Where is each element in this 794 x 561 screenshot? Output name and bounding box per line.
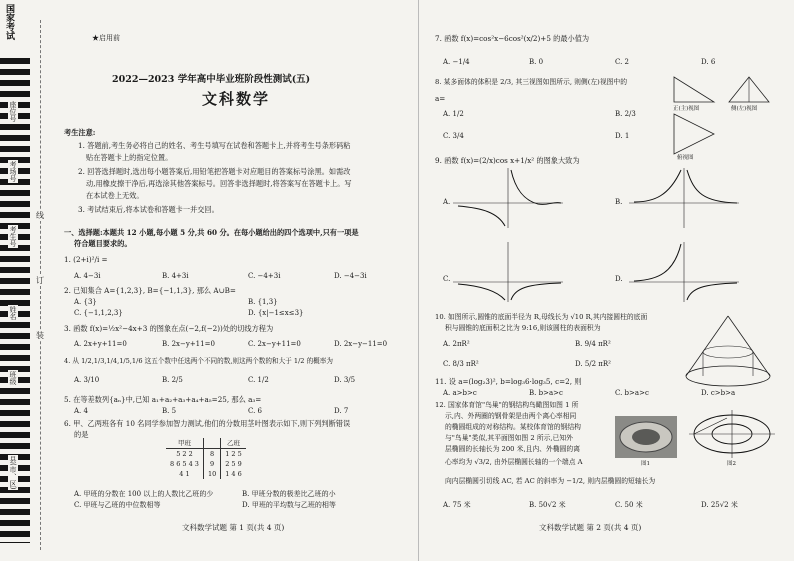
q10-opt-d: D. 5/2 πR²: [575, 360, 611, 368]
q12-line: 12. 国家体育馆"鸟巢"的钢结构鸟瞰图如图 1 所: [435, 401, 579, 409]
q8-stem: 8. 某多面体的体积是 2/3, 其三视图如图所示, 则侧(左)视图中的: [435, 78, 628, 86]
notice-line: 在本试卷上无效。: [86, 191, 144, 200]
q2-opt-a: A. {3}: [74, 298, 97, 306]
field-room: 考场号: [9, 161, 17, 182]
q1-opt-a: A. 4−3i: [74, 272, 101, 280]
stem-cell: 8: [203, 449, 220, 460]
q3-stem: 3. 函数 f(x)=½x²−4x+3 的图象在点(−2,f(−2))处的切线方程为: [64, 324, 274, 333]
graph-c: [453, 242, 563, 302]
field-name: 姓名: [9, 306, 17, 320]
q8-opt-a: A. 1/2: [443, 110, 464, 118]
stem-cell: 1 4 6: [225, 470, 242, 478]
notice-line: 贴在答题卡上的指定位置。: [86, 153, 173, 162]
graph-b: [629, 168, 739, 228]
q7-opt-d: D. 6: [701, 58, 716, 66]
ellipse-figure: [687, 408, 777, 460]
q3-opt-d: D. 2x−y−11=0: [334, 340, 388, 348]
q9-opt-b: B.: [615, 198, 623, 206]
q6-opt-d: D. 甲班的平均数与乙班的相等: [242, 501, 336, 509]
stem-head-mid: [203, 438, 220, 449]
q12-opt-d: D. 25√2 米: [701, 501, 738, 509]
q12-line: 心率均为 √3/2, 由外层椭圆长轴的一个端点 A: [445, 458, 583, 466]
q11-opt-b: B. b>a>c: [529, 389, 563, 397]
graph-a: [453, 168, 563, 228]
stem-head-a: 甲班: [166, 438, 203, 449]
nest-photo: [615, 416, 677, 458]
q12-line: 层椭圆的长轴长为 200 米,且内、外椭圆的离: [445, 445, 581, 453]
notice-title: 考生注意:: [64, 128, 96, 137]
q12-line: 的椭圆组成的对称结构。某校体育馆的钢结构: [445, 423, 581, 431]
stem-cell: 10: [203, 469, 220, 479]
fig2-label: 图2: [727, 461, 736, 467]
seal-char-1: 线: [36, 211, 44, 220]
q12-line: 与"鸟巢"类似,其平面图如图 2 所示,已知外: [445, 434, 573, 442]
exam-title: 2022—2023 学年高中毕业班阶段性测试(五): [112, 74, 311, 85]
q5-opt-b: B. 5: [162, 407, 177, 415]
q6-opt-c: C. 甲班与乙班的中位数相等: [74, 501, 161, 509]
q10-opt-b: B. 9/4 πR²: [575, 340, 611, 348]
q11-opt-a: A. a>b>c: [443, 389, 477, 397]
page-footer: 文科数学试题 第 2 页(共 4 页): [539, 523, 642, 532]
confidential-mark: ★启用前: [92, 34, 120, 42]
fig1-label: 图1: [641, 461, 650, 467]
q7-opt-c: C. 2: [615, 58, 630, 66]
q12-line: 向内层椭圆引切线 AC, 若 AC 的斜率为 −1/2, 则内层椭圆的短轴长为: [445, 477, 656, 485]
field-seat: 座位号: [9, 101, 17, 122]
q4-opt-d: D. 3/5: [334, 376, 356, 384]
page-1: [52, 0, 410, 561]
q9-stem: 9. 函数 f(x)=(2/x)cos x+1/x² 的图象大致为: [435, 156, 580, 165]
seal-char-3: 装: [36, 331, 44, 340]
stem-cell: 9: [203, 459, 220, 469]
section-heading: 一、选择题:本题共 12 小题,每小题 5 分,共 60 分。在每小题给出的四个选项中,只有一项是: [64, 228, 359, 237]
q12-line: 示,内、外两圈的钢骨架是由两个离心率相同: [445, 412, 577, 420]
stem-cell: 5 2 2: [176, 450, 193, 458]
stem-cell: 1 2 5: [225, 450, 242, 458]
cone-figure: [681, 312, 776, 390]
stem-cell: 4 1: [179, 470, 190, 478]
q10-stem-2: 积与圆锥的底面积之比为 9:16,则该圆柱的表面积为: [445, 324, 601, 332]
q6-stem-2: 的是: [74, 430, 89, 439]
q8-opt-b: B. 2/3: [615, 110, 636, 118]
q1-opt-c: C. −4+3i: [248, 272, 281, 280]
q8-opt-d: D. 1: [615, 132, 630, 140]
front-view-label: 正(主)视图: [673, 106, 700, 112]
q10-opt-c: C. 8/3 πR²: [443, 360, 479, 368]
q9-opt-d: D.: [615, 275, 623, 283]
q4-stem: 4. 从 1/2,1/3,1/4,1/5,1/6 这五个数中任选两个不同的数,则这两个数的和大于 1/2 的概率为: [64, 357, 333, 365]
q11-opt-d: D. c>b>a: [701, 389, 736, 397]
q2-opt-c: C. {−1,1,2,3}: [74, 309, 123, 317]
q9-opt-a: A.: [443, 198, 451, 206]
q6-stem: 6. 甲、乙两班各有 10 名同学参加智力测试,他们的分数用茎叶图表示如下,则下列判断错误: [64, 419, 351, 428]
notice-line: 1. 答题前,考生务必将自己的姓名、考生号填写在试卷和答题卡上,并将考生号条形码粘: [78, 141, 351, 150]
q12-opt-b: B. 50√2 米: [529, 501, 566, 509]
notice-line: 2. 回答选择题时,选出每小题答案后,用铅笔把答题卡对应题目的答案标号涂黑。如需改: [78, 167, 351, 176]
page-footer: 文科数学试题 第 1 页(共 4 页): [182, 523, 285, 532]
q3-opt-c: C. 2x−y+11=0: [248, 340, 301, 348]
side-view-label: 侧(左)视图: [731, 106, 758, 112]
stem-leaf-table: [166, 438, 246, 479]
three-view-figure: [669, 72, 779, 162]
q4-opt-b: B. 2/5: [162, 376, 183, 384]
q5-opt-d: D. 7: [334, 407, 349, 415]
q10-stem: 10. 如图所示,圆锥的底面半径为 R,母线长为 √10 R,其内接圆柱的底面: [435, 313, 648, 321]
q8-opt-c: C. 3/4: [443, 132, 464, 140]
seal-char-2: 订: [36, 276, 44, 285]
q4-opt-c: C. 1/2: [248, 376, 269, 384]
subject-title: 文科数学: [202, 90, 271, 108]
q5-opt-a: A. 4: [74, 407, 88, 415]
q8-stem-2: a=: [435, 94, 446, 103]
q3-opt-a: A. 2x+y+11=0: [74, 340, 127, 348]
q2-opt-d: D. {x|−1≤x≤3}: [248, 309, 304, 317]
field-county: 县(市、区): [9, 456, 17, 490]
notice-line: 3. 考试结束后,将本试卷和答题卡一并交回。: [78, 205, 219, 214]
notice-line: 动,用橡皮擦干净后,再选涂其他答案标号。回答非选择题时,将答案写在答题卡上。写: [86, 179, 352, 188]
q7-stem: 7. 函数 f(x)=cos²x−6cos²(x/2)+5 的最小值为: [435, 34, 590, 43]
brand-logo: 国家考试: [4, 4, 14, 40]
q11-opt-c: C. b>a>c: [615, 389, 649, 397]
q11-stem: 11. 设 a=(log₂3)², b=log₃6·log₃5, c=2, 则: [435, 377, 582, 386]
q1-opt-d: D. −4−3i: [334, 272, 367, 280]
stem-head-b: 乙班: [221, 438, 246, 449]
graph-d: [629, 242, 739, 302]
q5-opt-c: C. 6: [248, 407, 263, 415]
stem-cell: 8 6 5 4 3: [170, 460, 199, 468]
q4-opt-a: A. 3/10: [74, 376, 100, 384]
q7-opt-a: A. −1/4: [443, 58, 470, 66]
top-view-label: 俯视图: [677, 155, 694, 161]
q6-opt-a: A. 甲班的分数在 100 以上的人数比乙班的少: [74, 490, 214, 498]
q2-opt-b: B. {1,3}: [248, 298, 278, 306]
page-2: [418, 0, 791, 561]
q1-opt-b: B. 4+3i: [162, 272, 189, 280]
stem-cell: 2 5 9: [225, 460, 242, 468]
q5-stem: 5. 在等差数列{aₙ}中,已知 a₁+a₂+a₃+a₄+a₅=25, 那么 a₃=: [64, 395, 262, 404]
q7-opt-b: B. 0: [529, 58, 544, 66]
q12-opt-a: A. 75 米: [443, 501, 471, 509]
q12-opt-c: C. 50 米: [615, 501, 643, 509]
field-class: 班级: [9, 371, 17, 385]
field-examno: 考生号: [9, 226, 17, 247]
q10-opt-a: A. 2πR²: [443, 340, 470, 348]
q1-stem: 1. (2+i)²/i =: [64, 255, 108, 264]
section-heading-2: 符合题目要求的。: [74, 239, 132, 248]
q6-opt-b: B. 甲班分数的极差比乙班的小: [242, 490, 336, 498]
q9-opt-c: C.: [443, 275, 451, 283]
q2-stem: 2. 已知集合 A={1,2,3}, B={−1,1,3}, 那么 A∪B=: [64, 286, 236, 295]
q3-opt-b: B. 2x−y+11=0: [162, 340, 215, 348]
